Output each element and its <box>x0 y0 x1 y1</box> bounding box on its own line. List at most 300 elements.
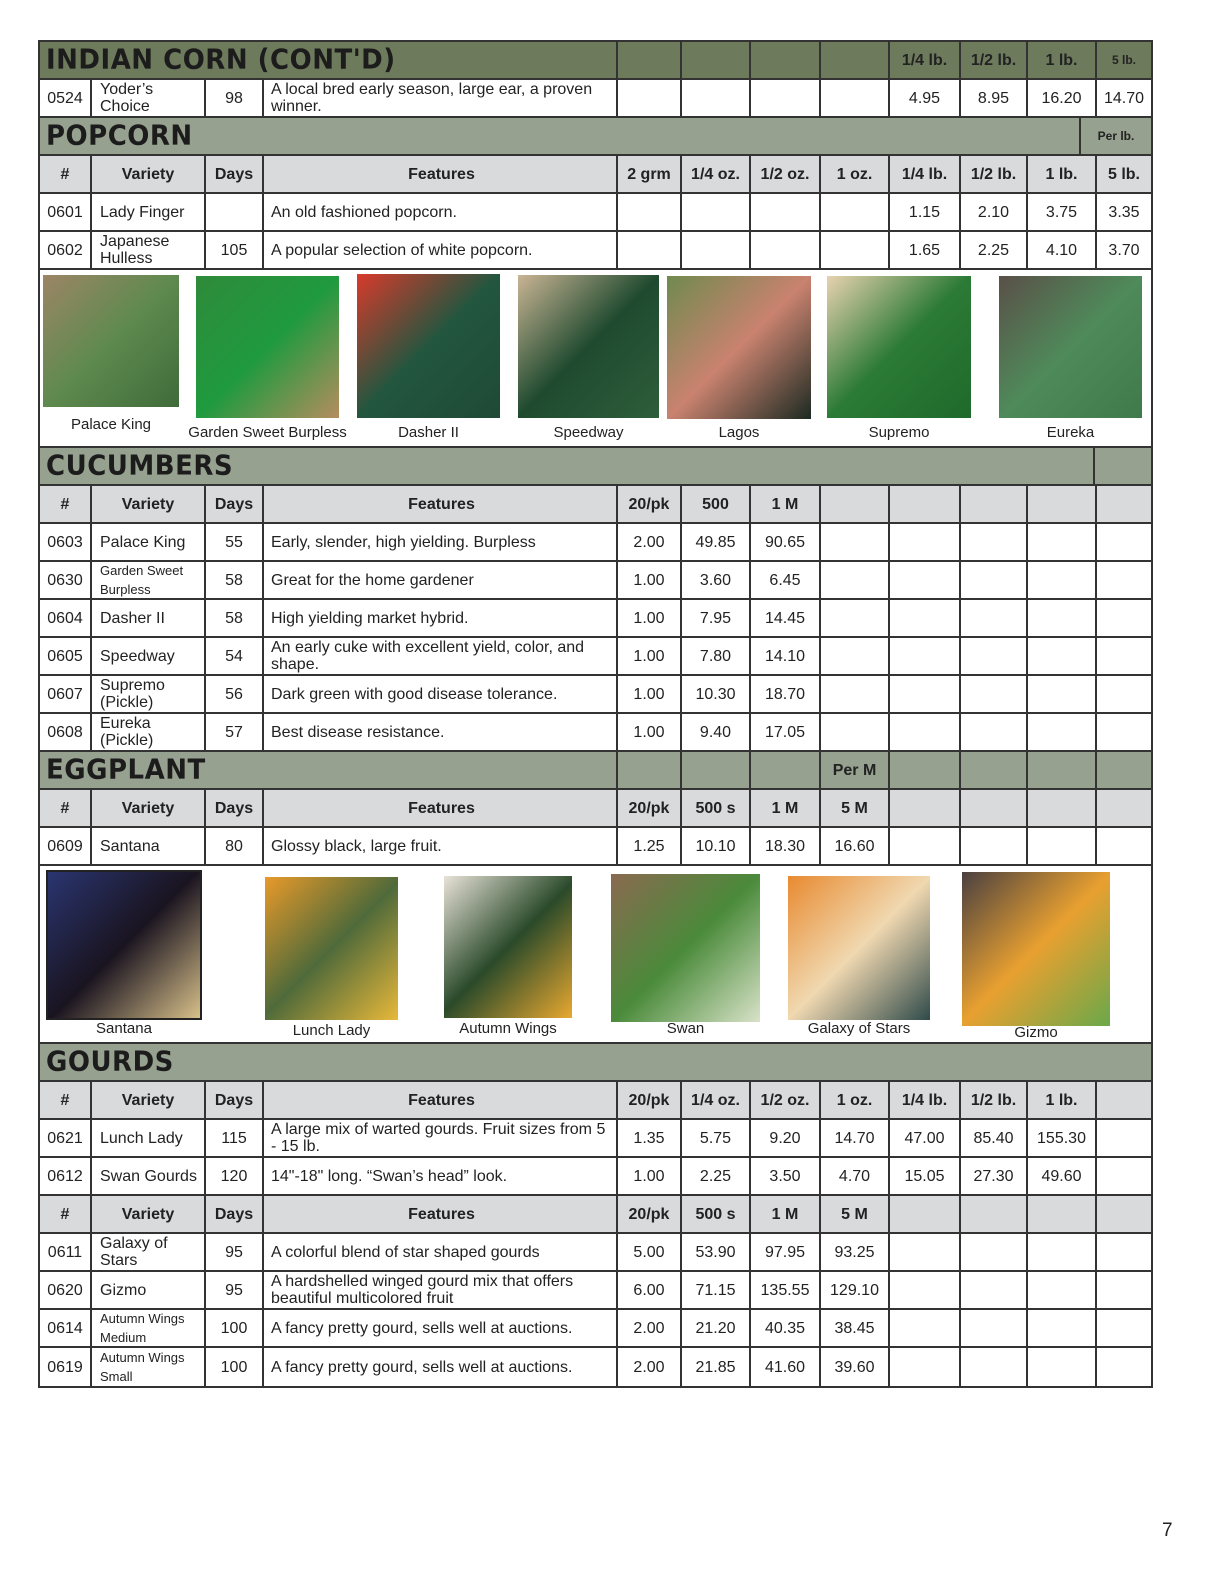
features-text: An old fashioned popcorn. <box>264 194 618 230</box>
price-cell: 40.35 <box>751 1310 821 1346</box>
price-cell: 14.70 <box>1103 89 1145 107</box>
price-cell <box>961 1310 1028 1346</box>
price-cell: 14.10 <box>751 638 821 674</box>
item-number: 0619 <box>40 1348 92 1386</box>
section-title: POPCORN <box>40 117 1081 155</box>
column-header: 1/4 oz. <box>682 156 751 192</box>
item-number: 0614 <box>40 1310 92 1346</box>
section-title: CUCUMBERS <box>40 447 1095 485</box>
price-cell: 18.30 <box>751 828 821 864</box>
price-cell <box>1028 1272 1097 1308</box>
price-cell: 135.55 <box>751 1272 821 1308</box>
table-row <box>40 80 1151 118</box>
section-header <box>40 448 1151 486</box>
column-header-row <box>40 1196 1151 1234</box>
price-cell <box>1097 562 1151 598</box>
column-header: 1 oz. <box>821 1082 890 1118</box>
item-number: 0603 <box>40 524 92 560</box>
price-cell <box>1028 562 1097 598</box>
price-cell: 2.25 <box>961 232 1028 268</box>
variety-name: Lunch Lady <box>92 1120 206 1156</box>
price-cell <box>1097 1348 1151 1386</box>
variety-name: Swan Gourds <box>92 1158 206 1194</box>
price-cell <box>1097 600 1151 636</box>
price-cell <box>821 194 890 230</box>
column-header: Days <box>206 1082 264 1118</box>
price-cell <box>961 828 1028 864</box>
price-cell: 6.45 <box>751 562 821 598</box>
column-header-row <box>40 1082 1151 1120</box>
photo-caption: Swan <box>666 1020 705 1037</box>
column-header: 20/pk <box>618 790 682 826</box>
photo-strip <box>40 866 1151 1044</box>
photo-caption: Supremo <box>868 424 930 441</box>
table-row <box>40 828 1151 866</box>
section-column-label <box>890 752 961 788</box>
photo-swan <box>611 874 760 1022</box>
column-header: 1/2 lb. <box>961 1082 1028 1118</box>
table-row <box>40 232 1151 270</box>
table-row <box>40 1120 1151 1158</box>
price-cell: 4.95 <box>890 80 961 116</box>
price-cell <box>682 232 751 268</box>
days-to-maturity: 54 <box>206 638 264 674</box>
photo-speedway <box>518 275 659 418</box>
column-header: 500 s <box>682 1196 751 1232</box>
section-cell-empty <box>1095 448 1151 484</box>
column-header: Days <box>206 486 264 522</box>
price-cell <box>1028 524 1097 560</box>
price-cell: 14.70 <box>821 1120 890 1156</box>
column-header <box>961 1196 1028 1232</box>
price-cell: 1.65 <box>890 232 961 268</box>
price-cell: 1.25 <box>618 828 682 864</box>
price-cell: 2.00 <box>618 1310 682 1346</box>
price-cell <box>821 524 890 560</box>
section-column-label: 1/2 lb. <box>961 42 1028 78</box>
table-row <box>40 194 1151 232</box>
section-column-label <box>961 752 1028 788</box>
features-text: A colorful blend of star shaped gourds <box>264 1234 618 1270</box>
column-header: Days <box>206 790 264 826</box>
column-header: 1 M <box>751 790 821 826</box>
column-header: 1 lb. <box>1028 156 1097 192</box>
price-cell <box>961 714 1028 750</box>
price-cell: 1.15 <box>890 194 961 230</box>
price-cell <box>618 232 682 268</box>
price-cell <box>1097 1310 1151 1346</box>
column-header: 1 oz. <box>821 156 890 192</box>
column-header: 1 M <box>751 486 821 522</box>
price-cell <box>618 194 682 230</box>
table-row <box>40 1310 1151 1348</box>
price-cell <box>961 1234 1028 1270</box>
photo-eureka <box>999 276 1142 418</box>
photo-supremo <box>827 276 971 418</box>
item-number: 0621 <box>40 1120 92 1156</box>
section-column-label: Per M <box>821 752 890 788</box>
section-column-label <box>751 752 821 788</box>
column-header: # <box>40 1082 92 1118</box>
price-cell <box>1097 1272 1151 1308</box>
section-column-label <box>682 42 751 78</box>
photo-caption: Dasher II <box>398 424 459 441</box>
price-cell <box>1028 714 1097 750</box>
days-to-maturity: 55 <box>206 524 264 560</box>
price-cell <box>961 562 1028 598</box>
photo-caption: Santana <box>96 1020 152 1037</box>
column-header: Features <box>264 156 618 192</box>
price-cell: 2.00 <box>618 1348 682 1386</box>
price-cell: 3.60 <box>682 562 751 598</box>
price-cell <box>890 714 961 750</box>
price-cell: 10.30 <box>682 676 751 712</box>
features-text: Glossy black, large fruit. <box>264 828 618 864</box>
price-cell: 17.05 <box>751 714 821 750</box>
days-to-maturity: 95 <box>206 1272 264 1308</box>
price-cell: 16.20 <box>1028 80 1097 116</box>
photo-caption: Speedway <box>553 424 624 441</box>
price-cell <box>1028 1234 1097 1270</box>
item-number: 0604 <box>40 600 92 636</box>
price-cell: 9.20 <box>751 1120 821 1156</box>
variety-name: Autumn Wings Medium <box>92 1310 206 1346</box>
column-header: Features <box>264 1196 618 1232</box>
price-cell <box>1028 1348 1097 1386</box>
price-cell <box>821 562 890 598</box>
price-cell: 9.40 <box>682 714 751 750</box>
column-header-row <box>40 790 1151 828</box>
column-header: Features <box>264 790 618 826</box>
column-header: Variety <box>92 790 206 826</box>
price-cell: 1.00 <box>618 562 682 598</box>
price-cell <box>1097 524 1151 560</box>
table-row <box>40 638 1151 676</box>
photo-caption: Lagos <box>718 424 760 441</box>
table-row <box>40 600 1151 638</box>
price-cell <box>1097 828 1151 864</box>
item-number: 0630 <box>40 562 92 598</box>
price-cell: 18.70 <box>751 676 821 712</box>
price-cell <box>821 80 890 116</box>
price-cell: 2.10 <box>961 194 1028 230</box>
price-cell <box>1097 1158 1151 1194</box>
variety-name: Santana <box>92 828 206 864</box>
days-to-maturity: 58 <box>206 600 264 636</box>
variety-name: Dasher II <box>92 600 206 636</box>
column-header: 20/pk <box>618 1196 682 1232</box>
section-header <box>40 42 1151 80</box>
section-header <box>40 118 1151 156</box>
features-text: Best disease resistance. <box>264 714 618 750</box>
column-header <box>1097 486 1151 522</box>
photo-lunch-lady <box>265 877 398 1020</box>
price-cell: 155.30 <box>1028 1120 1097 1156</box>
features-text: A popular selection of white popcorn. <box>264 232 618 268</box>
column-header: Variety <box>92 1082 206 1118</box>
table-row <box>40 1158 1151 1196</box>
price-cell <box>890 1310 961 1346</box>
price-cell: 3.75 <box>1028 194 1097 230</box>
variety-name: Japanese Hulless <box>92 232 206 268</box>
days-to-maturity: 56 <box>206 676 264 712</box>
price-cell: 15.05 <box>890 1158 961 1194</box>
section-column-label <box>1097 752 1151 788</box>
variety-name: Supremo (Pickle) <box>92 676 206 712</box>
price-cell: 71.15 <box>682 1272 751 1308</box>
column-header: Variety <box>92 1196 206 1232</box>
price-cell <box>890 828 961 864</box>
item-number: 0524 <box>40 80 92 116</box>
price-cell: 1.00 <box>618 600 682 636</box>
price-cell: 2.00 <box>618 524 682 560</box>
column-header: Days <box>206 1196 264 1232</box>
item-number: 0602 <box>40 232 92 268</box>
features-text: 14"-18" long. “Swan’s head” look. <box>264 1158 618 1194</box>
price-cell: 7.80 <box>682 638 751 674</box>
price-cell: 3.50 <box>751 1158 821 1194</box>
page-number: 7 <box>1162 1520 1173 1541</box>
section-column-label: 1 lb. <box>1028 42 1097 78</box>
price-cell: 6.00 <box>618 1272 682 1308</box>
price-table <box>38 40 1153 1388</box>
days-to-maturity <box>206 194 264 230</box>
price-cell: 47.00 <box>890 1120 961 1156</box>
price-cell <box>890 1234 961 1270</box>
section-column-label <box>618 752 682 788</box>
table-row <box>40 524 1151 562</box>
column-header: Variety <box>92 156 206 192</box>
price-cell: 14.45 <box>751 600 821 636</box>
price-cell <box>1028 676 1097 712</box>
price-cell <box>751 80 821 116</box>
column-header-row <box>40 156 1151 194</box>
column-header <box>890 486 961 522</box>
column-header: 500 <box>682 486 751 522</box>
price-cell: 16.60 <box>821 828 890 864</box>
features-text: A large mix of warted gourds. Fruit sizes from 5 - 15 lb. <box>264 1120 618 1156</box>
price-cell <box>890 676 961 712</box>
item-number: 0608 <box>40 714 92 750</box>
price-cell <box>890 562 961 598</box>
column-header: 1 M <box>751 1196 821 1232</box>
section-note: Per lb. <box>1097 128 1135 143</box>
item-number: 0609 <box>40 828 92 864</box>
price-cell <box>618 80 682 116</box>
section-title: EGGPLANT <box>40 751 618 789</box>
price-cell <box>1028 1310 1097 1346</box>
price-cell <box>961 1348 1028 1386</box>
days-to-maturity: 58 <box>206 562 264 598</box>
price-cell: 3.35 <box>1108 203 1140 221</box>
days-to-maturity: 98 <box>206 80 264 116</box>
column-header <box>1028 790 1097 826</box>
price-cell <box>751 232 821 268</box>
days-to-maturity: 100 <box>206 1310 264 1346</box>
price-cell <box>961 1272 1028 1308</box>
item-number: 0611 <box>40 1234 92 1270</box>
column-header <box>1097 1196 1151 1232</box>
section-column-label <box>618 42 682 78</box>
price-cell: 7.95 <box>682 600 751 636</box>
variety-name: Garden Sweet Burpless <box>92 562 206 598</box>
column-header: 1/2 lb. <box>961 156 1028 192</box>
column-header: # <box>40 1196 92 1232</box>
days-to-maturity: 115 <box>206 1120 264 1156</box>
column-header <box>1028 1196 1097 1232</box>
section-column-label <box>682 752 751 788</box>
table-row <box>40 1272 1151 1310</box>
features-text: A local bred early season, large ear, a proven winner. <box>264 80 618 116</box>
price-cell <box>890 638 961 674</box>
price-cell <box>890 1272 961 1308</box>
column-header: 1 lb. <box>1028 1082 1097 1118</box>
column-header-row <box>40 486 1151 524</box>
price-cell <box>821 714 890 750</box>
column-header: Variety <box>92 486 206 522</box>
section-title: GOURDS <box>46 1045 174 1078</box>
price-cell <box>961 676 1028 712</box>
price-cell: 4.10 <box>1028 232 1097 268</box>
price-cell <box>961 524 1028 560</box>
column-header: # <box>40 156 92 192</box>
section-column-label <box>821 42 890 78</box>
photo-caption: Palace King <box>70 416 152 433</box>
price-cell: 49.85 <box>682 524 751 560</box>
item-number: 0605 <box>40 638 92 674</box>
column-header: # <box>40 486 92 522</box>
column-header: 5 M <box>821 790 890 826</box>
column-header: 500 s <box>682 790 751 826</box>
days-to-maturity: 100 <box>206 1348 264 1386</box>
features-text: An early cuke with excellent yield, color, and shape. <box>264 638 618 674</box>
item-number: 0607 <box>40 676 92 712</box>
column-header: # <box>40 790 92 826</box>
price-cell <box>961 638 1028 674</box>
days-to-maturity: 105 <box>206 232 264 268</box>
price-cell: 21.20 <box>682 1310 751 1346</box>
column-header <box>1028 486 1097 522</box>
photo-caption: Gizmo <box>1014 1024 1058 1041</box>
price-cell: 49.60 <box>1028 1158 1097 1194</box>
price-cell: 97.95 <box>751 1234 821 1270</box>
price-cell <box>890 600 961 636</box>
column-header <box>961 790 1028 826</box>
table-row <box>40 562 1151 600</box>
price-cell: 4.70 <box>821 1158 890 1194</box>
features-text: Dark green with good disease tolerance. <box>264 676 618 712</box>
days-to-maturity: 57 <box>206 714 264 750</box>
price-cell <box>682 194 751 230</box>
photo-galaxy-of-stars <box>788 876 930 1020</box>
price-cell: 3.70 <box>1108 241 1140 259</box>
price-cell: 41.60 <box>751 1348 821 1386</box>
photo-palace-king <box>43 275 179 407</box>
price-cell: 5.00 <box>618 1234 682 1270</box>
price-cell: 90.65 <box>751 524 821 560</box>
variety-name: Speedway <box>92 638 206 674</box>
price-cell <box>1028 600 1097 636</box>
variety-name: Lady Finger <box>92 194 206 230</box>
variety-name: Autumn Wings Small <box>92 1348 206 1386</box>
price-cell: 8.95 <box>961 80 1028 116</box>
features-text: Early, slender, high yielding. Burpless <box>264 524 618 560</box>
column-header: 1/4 lb. <box>890 1082 961 1118</box>
price-cell: 5.75 <box>682 1120 751 1156</box>
column-header <box>890 1196 961 1232</box>
column-header <box>1097 1082 1151 1118</box>
price-cell: 2.25 <box>682 1158 751 1194</box>
column-header <box>890 790 961 826</box>
days-to-maturity: 95 <box>206 1234 264 1270</box>
price-cell: 1.00 <box>618 714 682 750</box>
column-header: 1/2 oz. <box>751 156 821 192</box>
price-cell: 129.10 <box>821 1272 890 1308</box>
section-header <box>40 1044 1151 1082</box>
column-header <box>821 486 890 522</box>
table-row <box>40 1348 1151 1386</box>
photo-garden-sweet-burpless <box>196 276 339 418</box>
column-header: 20/pk <box>618 1082 682 1118</box>
section-column-label: 5 lb. <box>1111 52 1136 67</box>
price-cell: 53.90 <box>682 1234 751 1270</box>
column-header: Features <box>264 486 618 522</box>
photo-dasher-ii <box>357 274 500 418</box>
variety-name: Palace King <box>92 524 206 560</box>
price-cell <box>1097 1120 1151 1156</box>
item-number: 0612 <box>40 1158 92 1194</box>
days-to-maturity: 120 <box>206 1158 264 1194</box>
column-header: 5 M <box>821 1196 890 1232</box>
item-number: 0601 <box>40 194 92 230</box>
price-cell: 39.60 <box>821 1348 890 1386</box>
price-cell: 1.00 <box>618 1158 682 1194</box>
price-cell <box>1097 714 1151 750</box>
photo-lagos <box>667 276 811 419</box>
photo-caption: Galaxy of Stars <box>807 1020 911 1037</box>
price-cell <box>751 194 821 230</box>
column-header: Features <box>264 1082 618 1118</box>
column-header <box>961 486 1028 522</box>
table-row <box>40 676 1151 714</box>
price-cell <box>1028 638 1097 674</box>
photo-caption: Autumn Wings <box>459 1020 557 1037</box>
price-cell <box>1028 828 1097 864</box>
variety-name: Galaxy of Stars <box>92 1234 206 1270</box>
price-cell <box>1097 638 1151 674</box>
price-cell <box>1097 1234 1151 1270</box>
price-cell <box>890 524 961 560</box>
price-cell <box>821 676 890 712</box>
price-cell <box>821 232 890 268</box>
column-header: 2 grm <box>618 156 682 192</box>
column-header: Days <box>206 156 264 192</box>
variety-name: Gizmo <box>92 1272 206 1308</box>
features-text: High yielding market hybrid. <box>264 600 618 636</box>
features-text: A fancy pretty gourd, sells well at auctions. <box>264 1348 618 1386</box>
features-text: A hardshelled winged gourd mix that offers beautiful multicolored fruit <box>264 1272 618 1308</box>
price-cell <box>1097 676 1151 712</box>
price-cell <box>682 80 751 116</box>
price-cell <box>961 600 1028 636</box>
variety-name: Yoder’s Choice <box>92 80 206 116</box>
price-cell: 85.40 <box>961 1120 1028 1156</box>
price-cell: 21.85 <box>682 1348 751 1386</box>
price-cell: 1.00 <box>618 638 682 674</box>
table-row <box>40 714 1151 752</box>
days-to-maturity: 80 <box>206 828 264 864</box>
section-title: INDIAN CORN (CONT'D) <box>40 41 618 79</box>
